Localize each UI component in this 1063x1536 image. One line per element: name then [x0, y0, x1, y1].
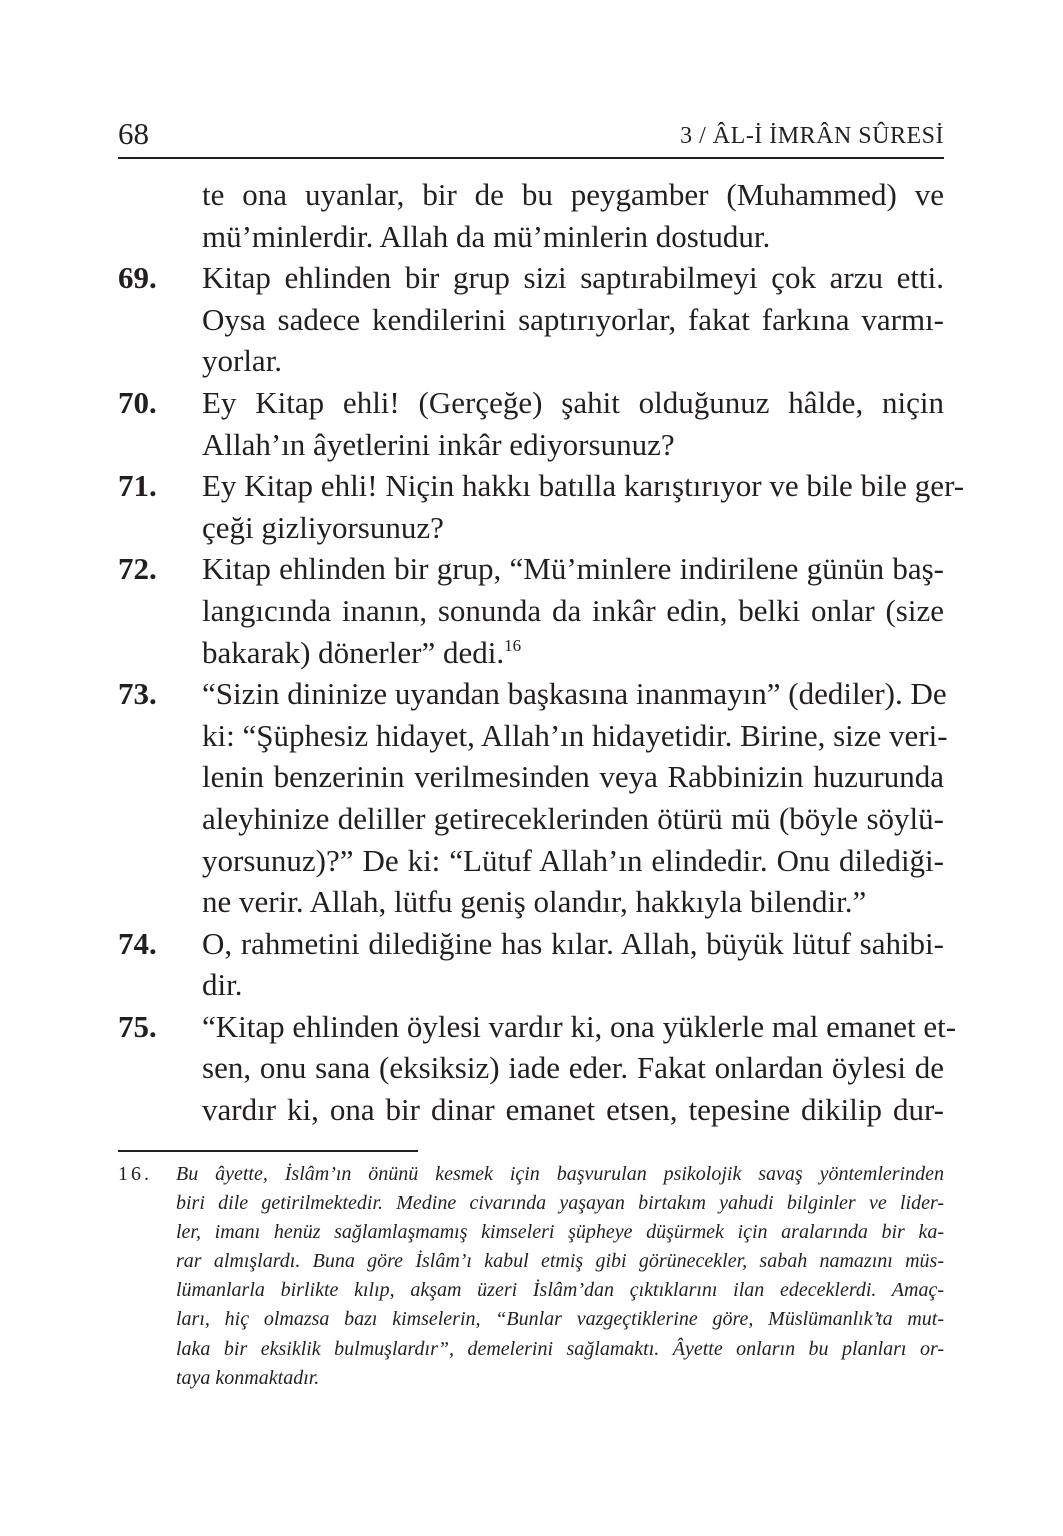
verse-text-line	[202, 590, 944, 632]
line-text: bakarak) dönerler” dedi.	[202, 634, 505, 670]
verse-text-line	[202, 881, 944, 923]
footnote-line	[118, 1189, 944, 1218]
verse-number: 75.	[118, 1008, 157, 1044]
line-text: Kitap ehlinden bir grup sizi saptırabilmeyi çok arzu etti.	[202, 260, 944, 296]
footnote-reference[interactable]: 16	[504, 635, 522, 655]
line-text: Kitap ehlinden bir grup, “Mü’minlere indirilene günün baş-	[202, 551, 944, 587]
line-text: Allah’ın âyetlerini inkâr ediyorsunuz?	[202, 426, 675, 462]
text-line	[118, 299, 944, 341]
line-text: Ey Kitap ehli! (Gerçeğe) şahit olduğunuz hâlde, niçin	[202, 384, 944, 420]
text-line	[118, 1047, 944, 1089]
text-line	[118, 881, 944, 923]
verse-text	[118, 174, 965, 1131]
footnote-line	[118, 1160, 944, 1189]
line-text: langıcında inanın, sonunda da inkâr edin, belki onlar (size	[202, 592, 944, 628]
verse-text-line	[202, 923, 944, 965]
verse-text-line	[202, 1047, 944, 1089]
footnote-text: Bu âyette, İslâm’ın önünü kesmek için başvurulan psikolojik savaş yöntemlerinden	[176, 1163, 944, 1185]
verse-text-line	[202, 840, 944, 882]
page-header	[118, 114, 944, 154]
footnote-line	[118, 1305, 944, 1334]
text-line	[118, 590, 944, 632]
text-line	[118, 798, 944, 840]
text-line	[118, 465, 965, 507]
verse-text-line	[202, 382, 944, 424]
line-text: çeği gizliyorsunuz?	[202, 509, 444, 545]
footnote	[118, 1160, 944, 1393]
text-line	[118, 382, 944, 424]
line-text: Oysa sadece kendilerini saptırıyorlar, fakat farkına varmı-	[202, 301, 944, 337]
line-text: aleyhinize deliller getireceklerinden ötürü mü (böyle söylü-	[202, 800, 944, 836]
line-text: sen, onu sana (eksiksiz) iade eder. Fakat onlardan öylesi de	[202, 1050, 944, 1086]
text-line	[118, 923, 944, 965]
verse-text-line	[202, 715, 948, 757]
footnote-line	[118, 1247, 944, 1276]
text-line	[118, 715, 948, 757]
text-line	[118, 964, 944, 1006]
text-line	[118, 840, 944, 882]
line-text: lenin benzerinin verilmesinden veya Rabbinizin huzurunda	[202, 759, 944, 795]
footnote-line	[118, 1276, 944, 1305]
footnote-line	[118, 1218, 944, 1247]
text-line	[118, 340, 944, 382]
footnote-text: rar almışlardı. Buna göre İslâm’ı kabul etmiş gibi görünecekler, sabah namazını müs-	[176, 1250, 944, 1273]
line-text: ki: “Şüphesiz hidayet, Allah’ın hidayetidir. Birine, size veri-	[202, 717, 948, 753]
text-line	[118, 507, 944, 549]
verse-number: 73.	[118, 676, 157, 712]
footnote-line	[118, 1364, 944, 1393]
text-line	[118, 632, 944, 674]
text-line	[118, 673, 947, 715]
footnote-number: 16.	[118, 1163, 152, 1185]
text-line	[118, 548, 944, 590]
line-text: O, rahmetini dilediğine has kılar. Allah, büyük lütuf sahibi-	[202, 925, 944, 961]
footnote-text: laka bir eksiklik bulmuşlardır”, demelerini sağlamaktı. Âyette onların bu planları or-	[176, 1337, 944, 1360]
verse-number: 74.	[118, 925, 157, 961]
line-text: te ona uyanlar, bir de bu peygamber (Muhammed) ve	[202, 177, 944, 212]
line-text: “Kitap ehlinden öylesi vardır ki, ona yüklerle mal emanet et-	[202, 1008, 957, 1044]
text-line	[118, 174, 944, 216]
verse-text-line	[202, 964, 944, 1006]
verse-text-line	[202, 340, 944, 382]
footnote-line	[118, 1335, 944, 1364]
text-line	[118, 756, 944, 798]
verse-text-line	[202, 465, 965, 507]
footnote-text: lümanlarla birlikte kılıp, akşam üzeri İslâm’dan çıktıklarını ilan edeceklerdi. Amaç-	[176, 1279, 944, 1302]
verse-text-line	[202, 257, 944, 299]
footnote-text: taya konmaktadır.	[176, 1366, 320, 1389]
footnote-text: ler, imanı henüz sağlamlaşmamış kimseleri şüpheye düşürmek için aralarında bir ka-	[176, 1221, 944, 1244]
footnote-text: ları, hiç olmazsa bazı kimselerin, “Bunlar vazgeçtiklerine göre, Müslümanlık’ta mut-	[176, 1308, 944, 1331]
line-text: yorlar.	[202, 343, 283, 379]
text-line	[118, 257, 944, 299]
footnote-text: biri dile getirilmektedir. Medine civarında yaşayan birtakım yahudi bilginler ve lider-	[176, 1192, 944, 1215]
text-line	[118, 1006, 957, 1048]
verse-number: 70.	[118, 384, 157, 420]
verse-number: 72.	[118, 551, 157, 587]
line-text: Ey Kitap ehli! Niçin hakkı batılla karıştırıyor ve bile bile ger-	[202, 468, 965, 504]
verse-text-line	[202, 1089, 944, 1131]
line-text: mü’minlerdir. Allah da mü’minlerin dostudur.	[202, 218, 771, 254]
footnote-separator	[118, 1150, 418, 1152]
verse-text-line	[202, 673, 947, 715]
page-number: 68	[118, 116, 149, 151]
verse-text-line	[202, 632, 944, 674]
verse-text-line	[202, 507, 944, 549]
header-rule	[118, 157, 944, 159]
text-line	[118, 424, 944, 466]
text-line	[118, 216, 944, 258]
verse-text-line	[202, 756, 944, 798]
line-text: dir.	[202, 967, 243, 1003]
verse-text-line	[202, 174, 944, 216]
verse-text-line	[202, 216, 944, 258]
line-text: ne verir. Allah, lütfu geniş olandır, hakkıyla bilendir.”	[202, 884, 867, 920]
line-text: yorsunuz)?” De ki: “Lütuf Allah’ın elindedir. Onu dilediği-	[202, 842, 944, 878]
verse-number: 71.	[118, 468, 157, 504]
verse-text-line	[202, 548, 944, 590]
verse-number: 69.	[118, 260, 157, 296]
verse-text-line	[202, 798, 944, 840]
text-line	[118, 1089, 944, 1131]
verse-text-line	[202, 1006, 957, 1048]
line-text: vardır ki, ona bir dinar emanet etsen, tepesine dikilip dur-	[202, 1092, 944, 1128]
running-title: 3 / ÂL-İ İMRÂN SÛRESİ	[680, 123, 944, 149]
line-text: “Sizin dininize uyandan başkasına inanmayın” (dediler). De	[202, 676, 947, 712]
verse-text-line	[202, 299, 944, 341]
verse-text-line	[202, 424, 944, 466]
